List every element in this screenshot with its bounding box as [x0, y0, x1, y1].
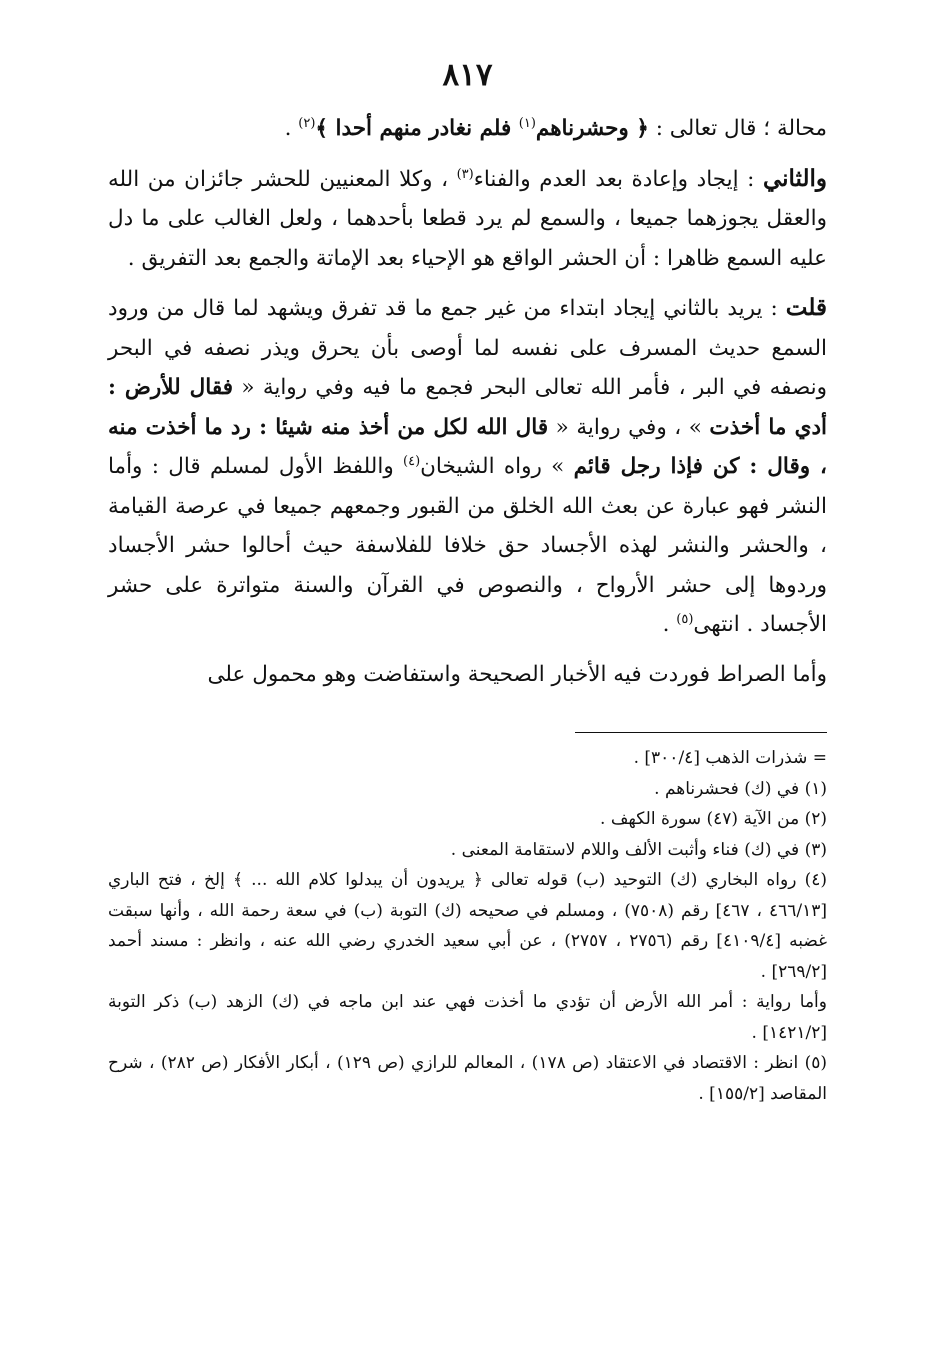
text: » ، وفي رواية «: [548, 414, 710, 440]
footnote-ref: (٣): [456, 166, 474, 182]
footnote-4-continued: وأما رواية : أمر الله الأرض أن تؤدي ما أخذت فهي عند ابن ماجه في (ك) الزهد (ب) ذكر التوبة [١٤٢١/٢] .: [108, 992, 827, 1043]
paragraph-1: [108, 109, 827, 149]
text: » رواه الشيخان: [420, 454, 574, 479]
footnote-5: (٥) انظر : الاقتصاد في الاعتقاد (ص ١٧٨) ، المعالم للرازي (ص ١٢٩) ، أبكار الأفكار (ص ٢٨٢) ، شرح المقاصد [١٥٥/٢] .: [108, 1053, 827, 1104]
lead-word: قلت: [785, 294, 827, 321]
footnote-4: (٤) رواه البخاري (ك) التوحيد (ب) قوله تعالى ﴿ يريدون أن يبدلوا كلام الله ... ﴾ إلخ ، فتح الباري [٤٦٦/١٣ ، ٤٦٧] رقم (٧٥٠٨) ، ومسلم في صحيحه (ك) التوبة (ب) في سعة رحمة الله ، وأنها سبقت غضبه [٤١٠٩/٤] رقم (٢٧٥٦ ، ٢٧٥٧) ، عن أبي سعيد الخدري رضي الله عنه ، وانظر : مسند أحمد [٢٦٩/٢] .: [108, 870, 827, 982]
quran-verse: ﴿ وحشرناهم: [535, 116, 649, 141]
text: .: [284, 116, 299, 141]
page-number: ٨١٧: [442, 57, 493, 93]
footnote-1: (١) في (ك) فحشرناهم .: [654, 778, 827, 799]
footnote-ref: (٤): [403, 453, 421, 469]
footnote-2: (٢) من الآية (٤٧) سورة الكهف .: [600, 809, 827, 829]
text: .: [662, 612, 677, 637]
footnotes: [108, 743, 827, 1109]
footnote-continuation: = شذرات الذهب [٣٠٠/٤] .: [633, 748, 827, 768]
text: واللفظ الأول لمسلم قال : وأما النشر فهو عبارة عن بعث الله الخلق من القبور وجمعهم جميعا في عرصة القيامة ، والحشر والنشر لهذه الأجساد حق خلافا للفلاسفة حيث أحالوا حشر الأجساد وردوها إلى حشر الأرواح ، والنصوص في القرآن والسنة متواترة على حشر الأجساد . انتهى: [108, 454, 827, 637]
paragraph-4: [108, 655, 827, 695]
paragraph-3: [108, 288, 827, 645]
text: : إيجاد وإعادة بعد العدم والفناء: [473, 166, 763, 192]
footnote-3: (٣) في (ك) فناء وأثبت الألف واللام لاستقامة المعنى .: [450, 839, 827, 860]
text: وأما الصراط فوردت فيه الأخبار الصحيحة واستفاضت وهو محمول على: [207, 661, 827, 687]
footnote-ref: (١): [518, 115, 536, 131]
lead-word: والثاني: [762, 164, 827, 192]
footnote-divider: [575, 732, 827, 733]
main-text: [108, 109, 827, 694]
text: محالة ؛ قال تعالى :: [648, 116, 827, 141]
quran-verse: فلم نغادر منهم أحدا ﴾: [315, 116, 519, 141]
hadith-quote: قال الله لكل من أخذ منه شيئا : رد ما أخذت منه ، وقال : كن فإذا رجل قائم: [108, 414, 827, 479]
text: : يريد بالثاني إيجاد ابتداء من غير جمع ما قد تفرق ويشهد لما قال من ورود السمع حديث المسرف على نفسه لما أوصى بأن يحرق ويذر نصفه في البحر ونصفه في البر ، فأمر الله تعالى البحر فجمع ما فيه وفي رواية «: [108, 296, 827, 400]
paragraph-2: [108, 159, 827, 279]
footnote-ref: (٢): [298, 115, 316, 131]
footnote-ref: (٥): [676, 611, 694, 627]
hadith-quote: فقال للأرض : أدي ما أخذت: [108, 375, 828, 440]
text: ، وكلا المعنيين للحشر جائزان من الله والعقل يجوزهما جميعا ، والسمع لم يرد قطعا بأحدهما ، ولعل الغالب على ما دل عليه السمع ظاهرا : أن الحشر الواقع هو الإحياء بعد الإماتة والجمع بعد التفريق .: [108, 166, 827, 271]
